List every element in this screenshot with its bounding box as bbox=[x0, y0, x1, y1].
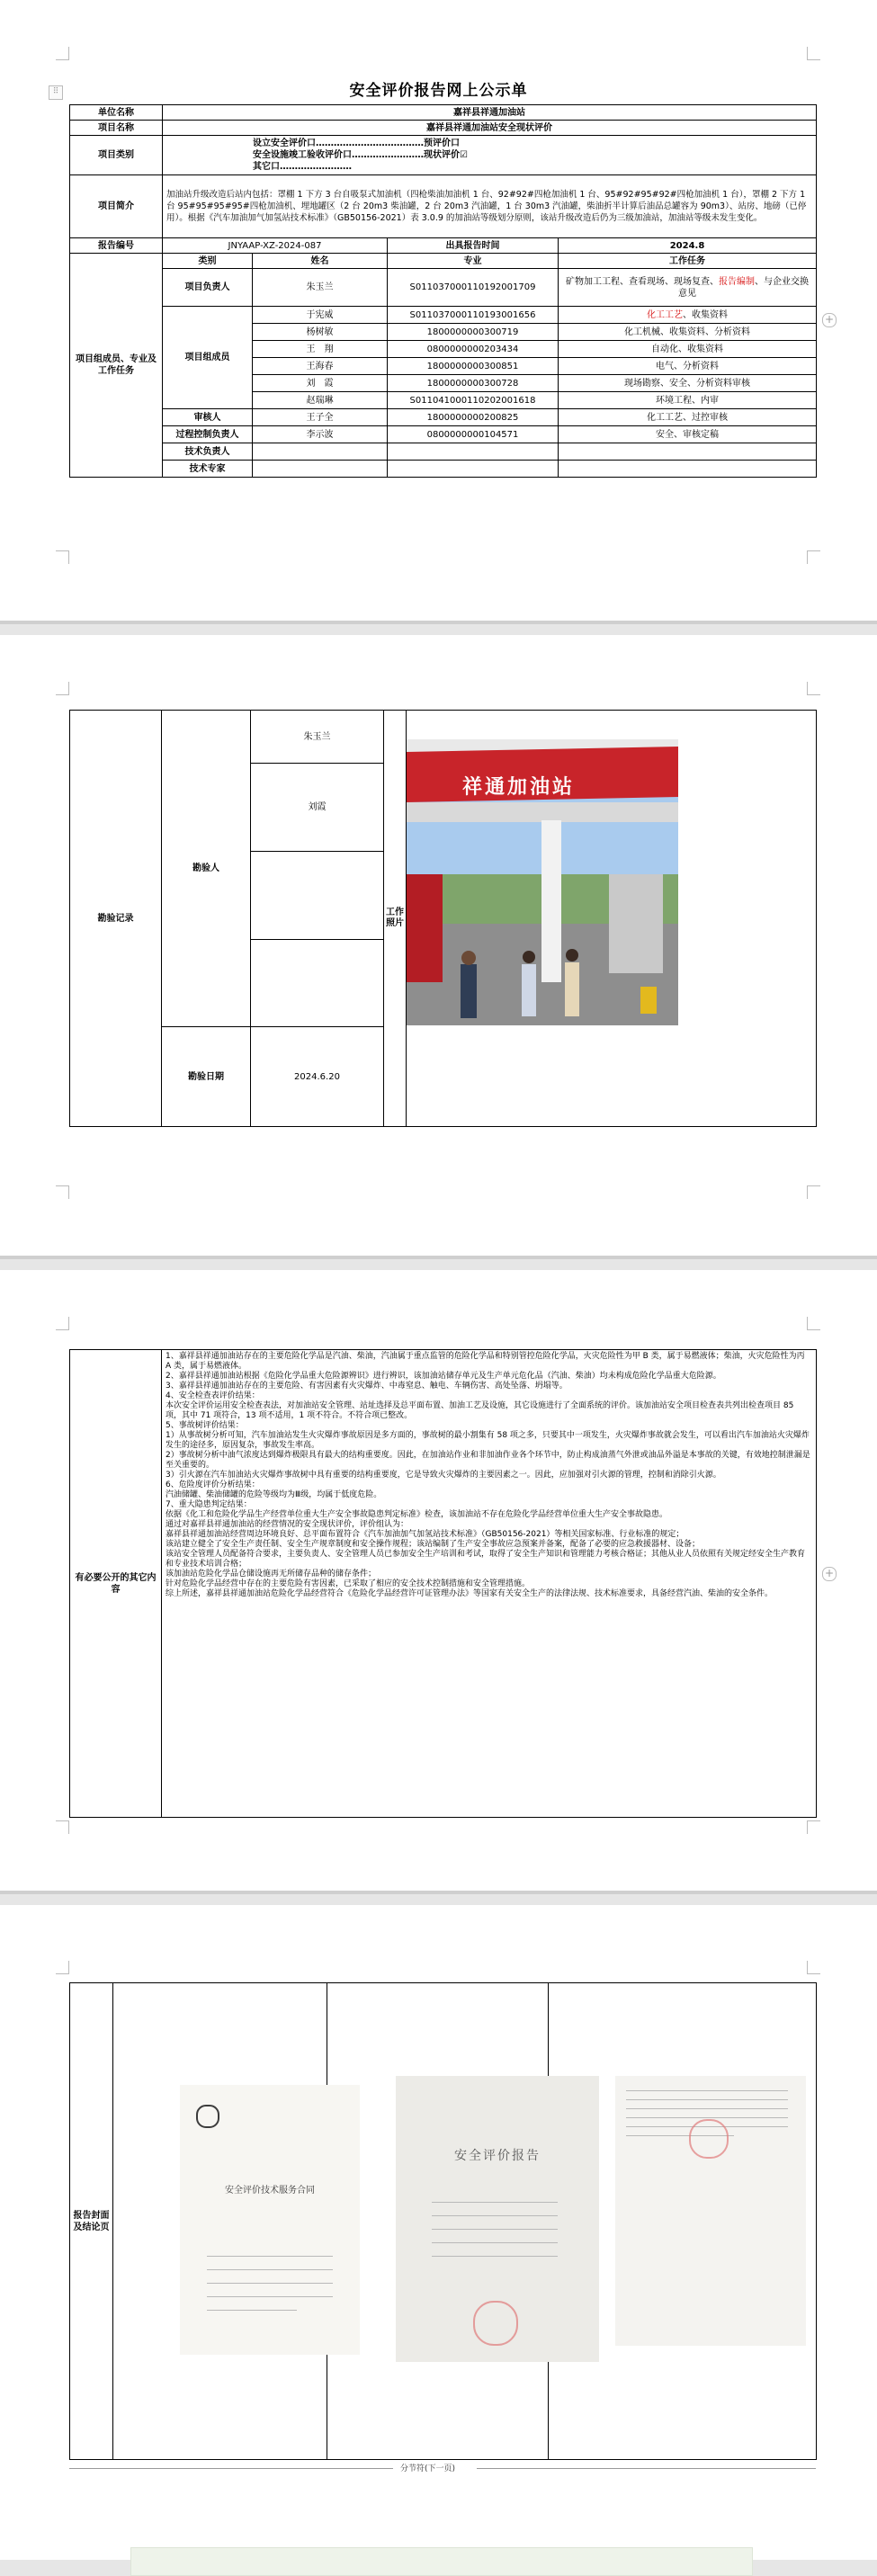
section-break-line bbox=[477, 2468, 816, 2469]
crop-mark bbox=[56, 550, 69, 564]
report-cover-label: 报告封面及结论页 bbox=[70, 1983, 113, 2460]
paragraph: 5、事故树评价结果： bbox=[166, 1421, 244, 1430]
project-type-option: 设立安全评价口………………………………预评价口 bbox=[253, 139, 460, 148]
member-task: 化工机械、收集资料、分析资料 bbox=[559, 324, 817, 341]
contract-thumbnail bbox=[180, 2085, 360, 2355]
unit-name-label: 单位名称 bbox=[70, 105, 163, 121]
crop-mark bbox=[807, 1185, 820, 1199]
member-task: 电气、分析资料 bbox=[559, 358, 817, 375]
add-row-button[interactable]: + bbox=[822, 1567, 837, 1581]
crop-mark bbox=[56, 1317, 69, 1330]
member-name: 刘 霞 bbox=[253, 375, 388, 392]
next-page-preview bbox=[130, 2547, 753, 2576]
member-task: 自动化、收集资料 bbox=[559, 341, 817, 358]
paragraph: 通过对嘉祥县祥通加油站的经营情况的安全现状评价，评价组认为： bbox=[166, 1520, 409, 1529]
table-row bbox=[70, 307, 817, 324]
project-intro-label: 项目简介 bbox=[70, 175, 163, 238]
paragraph: 3）引火源在汽车加油站火灾爆炸事故树中具有重要的结构重要度，它是导致火灾爆炸的主要因素之一。因此，应加强对引火源的管理，控制和消除引火源。 bbox=[166, 1471, 721, 1480]
paragraph: 综上所述，嘉祥县祥通加油站危险化学品经营符合《危险化学品经营许可证管理办法》等国家有关安全生产的法律法规、技术标准要求，具备经营汽油、柴油的安全条件。 bbox=[166, 1589, 774, 1598]
member-name: 朱玉兰 bbox=[253, 269, 388, 307]
member-name: 杨树敏 bbox=[253, 324, 388, 341]
paragraph: 针对危险化学品经营中存在的主要危险有害因素，已采取了相应的安全技术控制措施和安全管理措施。 bbox=[166, 1579, 531, 1588]
member-major: S011041000110202001618 bbox=[388, 392, 559, 409]
document-page-2 bbox=[0, 635, 877, 1256]
contract-title: 安全评价技术服务合同 bbox=[225, 2186, 315, 2196]
crop-mark bbox=[56, 1185, 69, 1199]
project-type-label: 项目类别 bbox=[70, 136, 163, 175]
member-task: 矿物加工工程、查看现场、现场复查、报告编制、与企业交换意见 bbox=[559, 269, 817, 307]
paragraph: 2）事故树分析中油气浓度达到爆炸极限具有最大的结构重要度。因此，在加油站作业和非加油作业各个环节中，防止构成油蒸气外泄或油品外溢是本事故的关键，有效地控制泄漏是至关重要的。 bbox=[166, 1451, 810, 1470]
report-cover-thumbnail bbox=[396, 2076, 599, 2362]
inspector-name bbox=[251, 852, 384, 940]
member-major: 1800000000300719 bbox=[388, 324, 559, 341]
col-task: 工作任务 bbox=[559, 254, 817, 269]
crop-mark bbox=[807, 550, 820, 564]
report-date-value: 2024.8 bbox=[559, 238, 817, 254]
photo-label: 工作照片 bbox=[384, 711, 407, 1127]
other-content-label: 有必要公开的其它内容 bbox=[70, 1350, 162, 1818]
member-task: 化工工艺、过控审核 bbox=[559, 409, 817, 426]
col-category: 类别 bbox=[163, 254, 253, 269]
member-task bbox=[559, 443, 817, 461]
member-task: 化工工艺、收集资料 bbox=[559, 307, 817, 324]
paragraph: 7、重大隐患判定结果： bbox=[166, 1500, 252, 1509]
crop-mark bbox=[56, 682, 69, 695]
page-gap bbox=[0, 621, 877, 624]
member-major bbox=[388, 443, 559, 461]
member-name: 于宪威 bbox=[253, 307, 388, 324]
section-break-footer: 分节符(下一页) bbox=[400, 2464, 456, 2473]
station-sign-text: 祥通加油站 bbox=[462, 776, 576, 799]
page-gap bbox=[0, 1256, 877, 1259]
member-major: 0800000000203434 bbox=[388, 341, 559, 358]
member-name: 王海春 bbox=[253, 358, 388, 375]
member-major: S011037000110193001656 bbox=[388, 307, 559, 324]
crop-mark bbox=[807, 1961, 820, 1974]
paragraph: 依据《化工和危险化学品生产经营单位重大生产安全事故隐患判定标准》检查，该加油站不存在危险化学品经营单位重大生产安全事故隐患。 bbox=[166, 1510, 668, 1519]
inspector-name: 朱玉兰 bbox=[251, 711, 384, 764]
table-row bbox=[70, 269, 817, 307]
paragraph: 该加油站危险化学品仓储设施再无所储存品种的储存条件； bbox=[166, 1570, 377, 1579]
group-members: 项目组成员 bbox=[163, 307, 253, 409]
inspection-date-value: 2024.6.20 bbox=[251, 1027, 384, 1127]
member-major: 1800000000300728 bbox=[388, 375, 559, 392]
paragraph: 3、嘉祥县祥通加油站存在的主要危险、有害因素有火灾爆炸、中毒窒息、触电、车辆伤害、高处坠落、坍塌等。 bbox=[166, 1382, 568, 1391]
paragraph: 该站安全管理人员配备符合要求，主要负责人、安全管理人员已参加安全生产培训和考试，取得了安全生产知识和管理能力考核合格证；其他从业人员依照有关规定经安全生产教育和专业技术培训合格； bbox=[166, 1550, 806, 1569]
member-task: 安全、审核定稿 bbox=[559, 426, 817, 443]
group-leader: 项目负责人 bbox=[163, 269, 253, 307]
crop-mark bbox=[807, 1317, 820, 1330]
table-move-handle[interactable]: ⠿ bbox=[49, 85, 63, 100]
crop-mark bbox=[56, 47, 69, 60]
crop-mark bbox=[807, 1820, 820, 1834]
document-page-4 bbox=[0, 1905, 877, 2560]
paragraph: 2、嘉祥县祥通加油站根据《危险化学品重大危险源辨识》进行辨识，该加油站储存单元及生产单元危化品（汽油、柴油）均未构成危险化学品重大危险源。 bbox=[166, 1372, 721, 1381]
paragraph: 4、安全检查表评价结果： bbox=[166, 1391, 260, 1400]
table-row bbox=[70, 426, 817, 443]
unit-name-value: 嘉祥县祥通加油站 bbox=[163, 105, 817, 121]
report-no-value: JNYAAP-XZ-2024-087 bbox=[163, 238, 388, 254]
project-name-label: 项目名称 bbox=[70, 121, 163, 136]
paragraph: 本次安全评价运用安全检查表法，对加油站安全管理、站址选择及总平面布置、加油工艺及设施，其它设施进行了全面系统的评价。该加油站安全项目检查表共列出检查项目 85 项，其中 71 项符合，13 项不适用，1 项不符合。不符合项已整改。 bbox=[166, 1401, 794, 1420]
paragraph: 该站建立健全了安全生产责任制、安全生产规章制度和安全操作规程；该站编制了生产安全事故应急预案并备案，配备了必要的应急救援器材、设备； bbox=[166, 1540, 701, 1549]
table-row bbox=[70, 461, 817, 478]
page-title: 安全评价报告网上公示单 bbox=[349, 82, 528, 100]
section-break-line bbox=[69, 2468, 393, 2469]
work-photo bbox=[407, 739, 678, 1025]
project-type-option: 安全设施竣工验收评价口……………………现状评价☑ bbox=[253, 150, 468, 160]
document-page-3 bbox=[0, 1270, 877, 1891]
crop-mark bbox=[56, 1820, 69, 1834]
group-tech: 技术负责人 bbox=[163, 443, 253, 461]
official-seal-icon bbox=[689, 2119, 729, 2159]
other-content-body bbox=[162, 1350, 817, 1818]
col-name: 姓名 bbox=[253, 254, 388, 269]
group-process: 过程控制负责人 bbox=[163, 426, 253, 443]
project-type-options bbox=[163, 136, 817, 175]
member-name: 李示波 bbox=[253, 426, 388, 443]
crop-mark bbox=[56, 1961, 69, 1974]
group-reviewer: 审核人 bbox=[163, 409, 253, 426]
inspection-date-label: 勘验日期 bbox=[162, 1027, 251, 1127]
inspector-name: 刘霞 bbox=[251, 764, 384, 852]
page-gap bbox=[0, 1891, 877, 1894]
table-row bbox=[70, 443, 817, 461]
document-page-1 bbox=[0, 0, 877, 621]
inspector-name bbox=[251, 940, 384, 1027]
report-cover-title: 安全评价报告 bbox=[454, 2149, 541, 2163]
report-date-label: 出具报告时间 bbox=[388, 238, 559, 254]
member-name bbox=[253, 443, 388, 461]
inspection-label: 勘验记录 bbox=[70, 711, 162, 1127]
project-intro-text: 加油站升级改造后站内包括：罩棚 1 下方 3 台自吸泵式加油机（四枪柴油加油机 1 台、92#92#四枪加油机 1 台、95#92#95#92#四枪加油机 1 台），罩棚 2 下方 1 台 95#95#95#95#四枪加油机、埋地罐区（2 台 20m3 柴油罐，2 台 20m3 汽油罐，1 台 30m3 汽油罐，柴油折半计算后油品总罐容为 90m3）、站房、地磅（已停用）。根据《汽车加油加气加氢站技术标准》（GB50156-2021）表 3.0.9 的加油站等级划分原则，该站升级改造后仍为三级加油站，加油站等级未发生变化。 bbox=[163, 175, 817, 238]
crop-mark bbox=[807, 682, 820, 695]
member-task: 环境工程、内审 bbox=[559, 392, 817, 409]
member-name: 王子全 bbox=[253, 409, 388, 426]
other-content-table bbox=[69, 1349, 817, 1818]
member-name: 王 翔 bbox=[253, 341, 388, 358]
paragraph: 6、危险度评价分析结果： bbox=[166, 1480, 260, 1489]
emblem-icon bbox=[196, 2105, 219, 2128]
member-major: S011037000110192001709 bbox=[388, 269, 559, 307]
add-row-button[interactable]: + bbox=[822, 313, 837, 327]
table-row bbox=[70, 409, 817, 426]
official-seal-icon bbox=[473, 2301, 518, 2346]
disclosure-table bbox=[69, 104, 817, 478]
paragraph: 嘉祥县祥通加油站经营周边环境良好、总平面布置符合《汽车加油加气加氢站技术标准》（GB50156-2021）等相关国家标准、行业标准的规定； bbox=[166, 1530, 685, 1539]
member-major: 0800000000104571 bbox=[388, 426, 559, 443]
report-no-label: 报告编号 bbox=[70, 238, 163, 254]
project-type-option: 其它口…………………… bbox=[253, 162, 352, 172]
paragraph: 1）从事故树分析可知，汽车加油站发生火灾爆炸事故原因是多方面的，事故树的最小割集有 58 项之多，只要其中一项发生，火灾爆炸事故就会发生，可以看出汽车加油站火灾爆炸发生的途径多，原因复杂，事故发生率高。 bbox=[166, 1431, 810, 1450]
member-major: 1800000000300851 bbox=[388, 358, 559, 375]
crop-mark bbox=[807, 47, 820, 60]
conclusion-thumbnail bbox=[615, 2076, 806, 2346]
paragraph: 1、嘉祥县祥通加油站存在的主要危险化学品是汽油、柴油，汽油属于重点监管的危险化学品和特别管控危险化学品，火灾危险性为甲 B 类，属于易燃液体；柴油，火灾危险性为丙 A 类，属于易燃液体。 bbox=[166, 1352, 805, 1371]
project-name-value: 嘉祥县祥通加油站安全现状评价 bbox=[163, 121, 817, 136]
member-task: 现场勘察、安全、分析资料审核 bbox=[559, 375, 817, 392]
group-expert: 技术专家 bbox=[163, 461, 253, 478]
inspector-label: 勘验人 bbox=[162, 711, 251, 1027]
members-label: 项目组成员、专业及工作任务 bbox=[70, 254, 163, 478]
col-major: 专业 bbox=[388, 254, 559, 269]
paragraph: 汽油储罐、柴油储罐的危险等级均为Ⅲ级，均属于低度危险。 bbox=[166, 1490, 382, 1499]
member-name: 赵瑞琳 bbox=[253, 392, 388, 409]
member-major: 1800000000200825 bbox=[388, 409, 559, 426]
